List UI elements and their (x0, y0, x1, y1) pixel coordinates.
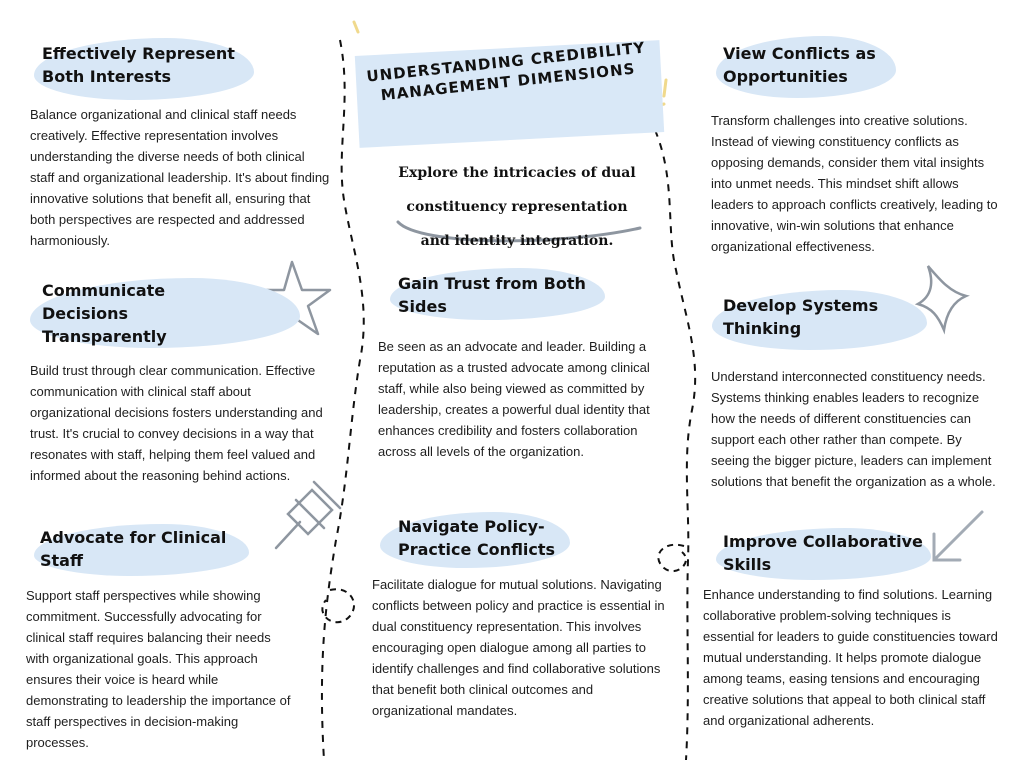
section-body: Enhance understanding to find solutions. Learning collaborative problem-solving techniques is essential for leaders to guide constituencies toward mutual understanding. It helps promote dialogue among teams, easing tensions and encouraging creative solutions that appeal to both clinical staff and organizational adherents. (703, 587, 998, 728)
section-body: Facilitate dialogue for mutual solutions. Navigating conflicts between policy and practice is essential in dual constituency representation. This involves encouraging open dialogue among all parties to identify challenges and find collaborative solutions that benefit both clinical outcomes and organizational mandates. (372, 577, 665, 718)
section-body: Build trust through clear communication. Effective communication with clinical staff about organizational decisions fosters understanding and trust. It's crucial to convey decisions in a way that resonates with staff, helping them feel valued and informed about the reasoning behind actions. (30, 363, 323, 483)
section-heading: Communicate Decisions Transparently (42, 281, 167, 346)
section-heading: Navigate Policy-Practice Conflicts (398, 517, 556, 559)
section-body: Support staff perspectives while showing commitment. Successfully advocating for clinical staff requires balancing their needs with organizational goals. This approach ensures their voice is heard while demonstrating to leadership the importance of staff perspectives in decision-making processes. (26, 588, 291, 750)
section-heading: Gain Trust from Both Sides (398, 274, 586, 316)
section-heading: View Conflicts as Opportunities (723, 44, 876, 86)
section-heading: Develop Systems Thinking (723, 296, 879, 338)
section-heading: Advocate for Clinical Staff (40, 528, 227, 570)
section-body: Be seen as an advocate and leader. Building a reputation as a trusted advocate among clinical staff, while also being viewed as committed by leadership, creates a powerful dual identity that enhances credibility and fosters collaboration across all levels of the organization. (378, 339, 650, 459)
page-subtitle: Explore the intricacies of dual constituency representation and identity integration. (398, 165, 636, 249)
section-heading: Improve Collaborative Skills (723, 532, 923, 574)
section-body: Transform challenges into creative solutions. Instead of viewing constituency conflicts as opposing demands, consider them vital insights into unmet needs. This mindset shift allows leaders to approach conflicts creatively, leading to innovative, win-win solutions that enhance organizational effectiveness. (711, 113, 998, 254)
section-body: Balance organizational and clinical staff needs creatively. Effective representation involves understanding the diverse needs of both clinical staff and organizational leadership. It's about finding innovative solutions that benefit all, ensuring that both perspectives are respected and addressed harmoniously. (30, 107, 330, 248)
section-heading: Effectively Represent Both Interests (42, 44, 235, 86)
swirl-loop-right (658, 545, 686, 571)
pushpin-icon (276, 482, 340, 548)
page-title: UNDERSTANDING CREDIBILITY MANAGEMENT DIMENSIONS (365, 38, 647, 105)
section-body: Understand interconnected constituency needs. Systems thinking enables leaders to recognize how the needs of different constituencies can support each other rather than compete. By seeing the bigger picture, leaders can implement solutions that benefit the organization as a whole. (711, 369, 996, 489)
swirl-loop-left (322, 589, 354, 622)
